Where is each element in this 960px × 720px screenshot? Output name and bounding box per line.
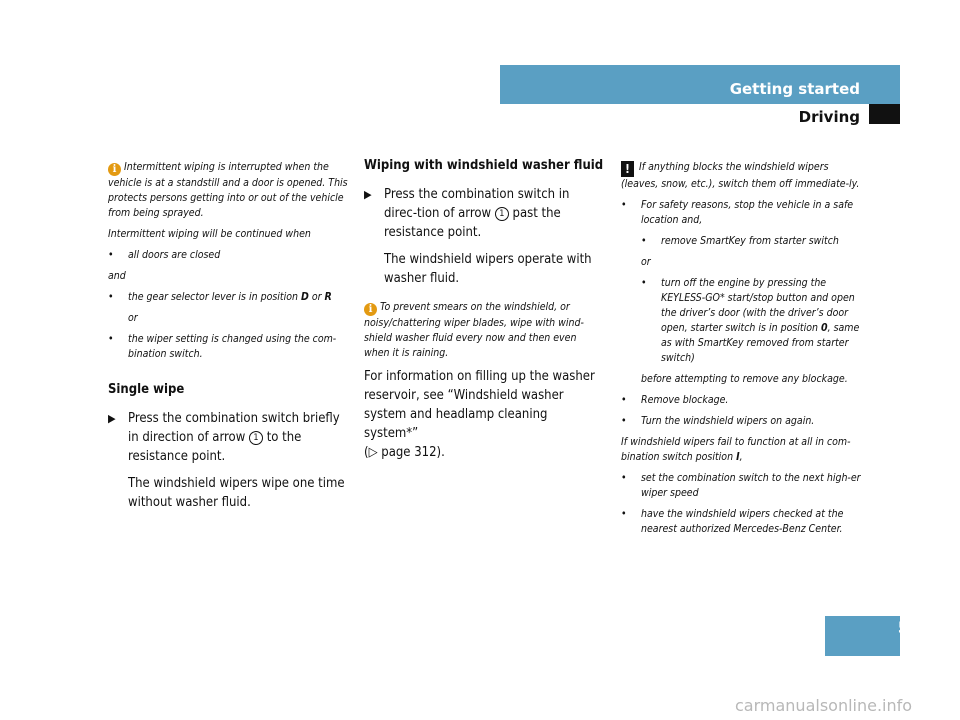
- before-attempting-text: before attempting to remove any blockage.: [641, 373, 848, 385]
- or-text: or: [641, 256, 651, 268]
- chapter-title: Driving: [798, 108, 860, 126]
- washer-fluid-step: ▶ Press the combination switch in direc-tion of arrow 1 past the resistance point.: [364, 187, 570, 240]
- warning-icon: !: [621, 161, 634, 177]
- page-reference-link[interactable]: (▷ page 312).: [364, 445, 445, 460]
- washer-fluid-heading: Wiping with windshield washer fluid: [364, 158, 604, 173]
- page-number-box: [825, 616, 900, 656]
- column-1: [108, 160, 350, 520]
- page-number: 57: [897, 618, 920, 637]
- arrow-1-marker: 1: [249, 431, 263, 445]
- info-icon: i: [108, 163, 121, 176]
- bullet-icon: •: [621, 472, 627, 484]
- bullet-wiper-setting: • the wiper setting is changed using the com-bination switch.: [108, 333, 337, 360]
- continued-text: Intermittent wiping will be continued when: [108, 228, 311, 240]
- warning-note-blockage: ! If anything blocks the windshield wipers (leaves, snow, etc.), switch them off immediate-ly.: [621, 161, 860, 190]
- washer-fluid-result: The windshield wipers operate with washer fluid.: [384, 252, 592, 286]
- single-wipe-step: ▶ Press the combination switch briefly in direction of arrow 1 to the resistance point.: [108, 411, 340, 464]
- bullet-icon: •: [621, 394, 627, 406]
- step-arrow-icon: ▶: [364, 188, 372, 201]
- filling-reservoir-text: For information on filling up the washer reservoir, see “Windshield washer system and headlamp cleaning system*” (▷ page 312).: [364, 369, 595, 460]
- bullet-icon: •: [641, 277, 647, 289]
- chapter-marker: [869, 104, 900, 124]
- sub-bullet-remove-key: • remove SmartKey from starter switch: [641, 235, 839, 247]
- section-title: Getting started: [729, 80, 860, 98]
- bullet-have-checked: • have the windshield wipers checked at the nearest authorized Mercedes-Benz Center.: [621, 508, 844, 535]
- bullet-safety: • For safety reasons, stop the vehicle in a safe location and,: [621, 199, 854, 226]
- bullet-icon: •: [621, 415, 627, 427]
- bullet-icon: •: [621, 199, 627, 211]
- bullet-icon: •: [108, 333, 114, 345]
- watermark: carmanualsonline.info: [735, 696, 913, 715]
- bullet-icon: •: [621, 508, 627, 520]
- bullet-gear-selector: • the gear selector lever is in position D or R: [108, 291, 332, 303]
- step-arrow-icon: ▶: [108, 412, 116, 425]
- bullet-next-speed: • set the combination switch to the next high-er wiper speed: [621, 472, 861, 499]
- column-3: [621, 160, 861, 543]
- single-wipe-result: The windshield wipers wipe one time without washer fluid.: [128, 476, 345, 510]
- sub-bullet-turn-off-engine: • turn off the engine by pressing the KEYLESS-GO* start/stop button and open the driver’s door (with the driver’s door open, starter switch is in position 0, same as with SmartKey removed from starter switch): [641, 277, 860, 364]
- column-2: [364, 156, 604, 470]
- arrow-1-marker: 1: [495, 207, 509, 221]
- single-wipe-heading: Single wipe: [108, 382, 185, 397]
- bullet-remove-blockage: • Remove blockage.: [621, 394, 729, 406]
- or-text: or: [128, 312, 138, 324]
- bullet-icon: •: [641, 235, 647, 247]
- bullet-icon: •: [108, 291, 114, 303]
- bullet-icon: •: [108, 249, 114, 261]
- bullet-doors-closed: • all doors are closed: [108, 249, 221, 261]
- info-note-smears: i To prevent smears on the windshield, or noisy/chattering wiper blades, wipe with wind-shield washer fluid every now and then even when it is raining.: [364, 301, 584, 359]
- bullet-turn-on-again: • Turn the windshield wipers on again.: [621, 415, 815, 427]
- and-text: and: [108, 270, 126, 282]
- info-icon: i: [364, 303, 377, 316]
- fail-to-function-text: If windshield wipers fail to function at all in com-bination switch position I,: [621, 436, 851, 463]
- info-note-intermittent: i Intermittent wiping is interrupted when the vehicle is at a standstill and a door is opened. This protects persons getting into or out of the vehicle from being sprayed.: [108, 161, 348, 219]
